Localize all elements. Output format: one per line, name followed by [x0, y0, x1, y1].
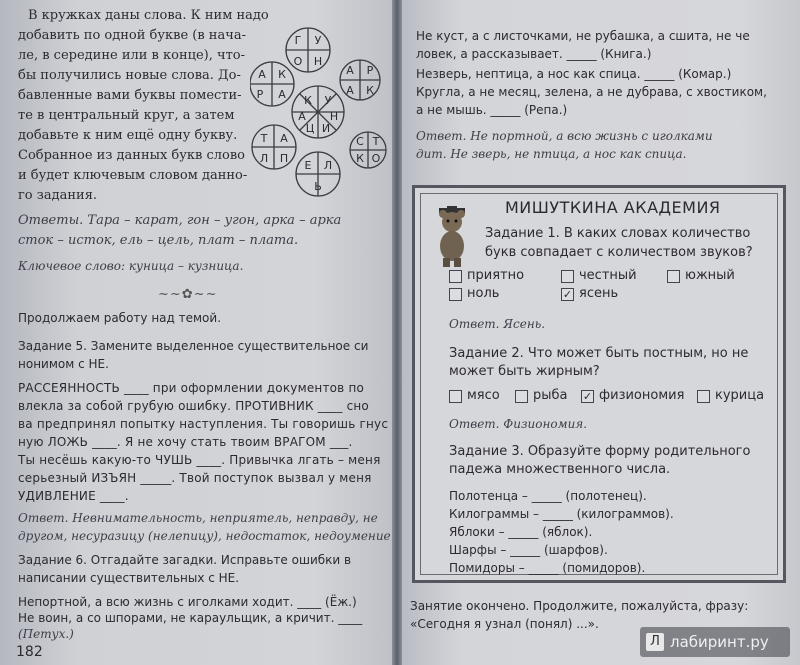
- task3-text: падежа множественного числа.: [449, 462, 671, 477]
- continue-line: Продолжаем работу над темой.: [18, 311, 222, 325]
- intro-line: и будет ключевым словом данно-: [18, 168, 248, 183]
- task2-text: Задание 2. Что может быть постным, но не: [449, 346, 749, 361]
- riddle-line: (Петух.): [18, 627, 74, 641]
- closing-line: Занятие окончено. Продолжите, пожалуйста, фразу:: [410, 599, 749, 613]
- closing-line: «Сегодня я узнал (понял) ...».: [410, 617, 599, 631]
- riddle-line: Не воин, а со шпорами, не караульщик, а кричит. ____: [18, 611, 363, 625]
- circle-letter: Р: [256, 88, 264, 101]
- labirint-watermark: [640, 627, 790, 657]
- right-page: [402, 0, 800, 665]
- answers-line: Ответы. Тара – карат, гон – угон, арка – арка: [18, 213, 342, 228]
- riddle-line: Незверь, нептица, а нос как спица. _____ (Комар.): [416, 67, 732, 81]
- option-label: приятно: [467, 268, 525, 283]
- task5-line: УДИВЛЕНИЕ ____.: [18, 489, 129, 503]
- task5-line: серьезный ИЗЪЯН _____. Твой поступок вызвал у меня: [18, 471, 372, 485]
- task5-line: ную ЛОЖЬ ____. Я не хочу стать твоим ВРАГОМ ___.: [18, 435, 353, 449]
- circle-letter: О: [371, 152, 381, 165]
- intro-line: В кружках даны слова. К ним надо: [28, 8, 269, 23]
- riddle-line: Не куст, а с листочками, не рубашка, а сшита, не че: [416, 29, 750, 43]
- circle-letter: У: [314, 34, 322, 47]
- ornament-divider: ~~✿~~: [158, 287, 218, 302]
- option-label: физиономия: [599, 388, 685, 403]
- checkbox-nol[interactable]: [449, 288, 462, 301]
- intro-line: добавьте к ним ещё одну букву.: [18, 128, 238, 143]
- checkbox-yasen[interactable]: ✓: [562, 288, 573, 301]
- intro-line: ле, в середине или в конце), что-: [18, 48, 245, 63]
- circle-letter: Н: [313, 55, 323, 68]
- labirint-logo-icon: Л: [646, 633, 664, 651]
- checkbox-kuritsa[interactable]: [697, 390, 710, 403]
- task3-item: Яблоки – _____ (яблок).: [449, 525, 593, 539]
- circle-letter: У: [324, 94, 332, 107]
- option-label: курица: [715, 388, 765, 403]
- option-label: рыба: [533, 388, 568, 403]
- left-page: [0, 0, 392, 665]
- circle-letter: А: [258, 68, 266, 81]
- task5-line: РАССЕЯННОСТЬ ____ при оформлении документов по: [18, 381, 365, 395]
- circle-letter: К: [366, 84, 374, 97]
- riddles-answer: дит. Не зверь, не птица, а нос как спица.: [416, 147, 687, 161]
- circle-letter: К: [304, 94, 312, 107]
- circle-letter: О: [293, 55, 303, 68]
- circle-letter: А: [278, 88, 286, 101]
- circle-letter: Ь: [314, 180, 322, 193]
- task3-item: Полотенца – _____ (полотенец).: [449, 489, 647, 503]
- riddle-line: а не мышь. _____ (Репа.): [416, 103, 568, 117]
- checkbox-fizionomiya[interactable]: ✓: [582, 390, 593, 403]
- circle-letter: П: [279, 152, 289, 165]
- riddle-line: Непортной, а всю жизнь с иголками ходит. ____ (Ёж.): [18, 595, 357, 609]
- circle-letter: А: [346, 64, 354, 77]
- keyword-line: Ключевое слово: куница – кузница.: [18, 259, 244, 273]
- circle-letter: А: [298, 110, 306, 123]
- answers-line: сток – исток, ель – цель, плат – плата.: [18, 233, 299, 248]
- task3-text: Задание 3. Образуйте форму родительного: [449, 444, 751, 459]
- task5-title: нонимом с НЕ.: [18, 357, 109, 371]
- task2-answer: Ответ. Физиономия.: [449, 417, 588, 431]
- circle-letter: Н: [329, 110, 339, 123]
- bear-mascot-icon: [429, 206, 475, 268]
- watermark-text: лабиринт.ру: [670, 633, 769, 651]
- circle-letter: Р: [366, 64, 374, 77]
- circle-letter: А: [346, 84, 354, 97]
- checkbox-chestny[interactable]: [561, 270, 574, 283]
- task3-item: Шарфы – _____ (шарфов).: [449, 543, 608, 557]
- option-label: ноль: [467, 286, 500, 301]
- circle-letter: Т: [372, 135, 380, 148]
- circle-letter: Е: [304, 159, 312, 172]
- checkbox-priyatno[interactable]: [449, 270, 462, 283]
- task5-title: Задание 5. Замените выделенное существительное си: [18, 339, 369, 353]
- academy-box: [412, 185, 786, 583]
- riddles-answer: Ответ. Не портной, а всю жизнь с иголками: [416, 129, 713, 143]
- checkbox-ryba[interactable]: [515, 390, 528, 403]
- task5-line: влекла за собой грубую ошибку. ПРОТИВНИК ____ сно: [18, 399, 369, 413]
- circle-letter: А: [280, 132, 288, 145]
- task5-line: Ты несёшь какую-то ЧУШЬ ____. Привычка лгать – меня: [18, 453, 381, 467]
- circle-letter: Г: [294, 34, 302, 47]
- intro-line: бы получились новые слова. До-: [18, 68, 241, 83]
- task6-title: Задание 6. Отгадайте загадки. Исправьте ошибки в: [18, 553, 352, 567]
- task6-title: написании существительных с НЕ.: [18, 571, 240, 585]
- circle-letter: Т: [260, 132, 268, 145]
- circle-letter: И: [321, 122, 331, 135]
- option-label: ясень: [579, 286, 619, 301]
- page-number: 182: [16, 644, 43, 660]
- task3-item: Килограммы – _____ (килограммов).: [449, 507, 674, 521]
- word-circles-figure: [250, 22, 390, 202]
- task5-line: ва предпринял попытку наступления. Ты говоришь гнус: [18, 417, 389, 431]
- circle-letter: Л: [259, 152, 269, 165]
- checkbox-myaso[interactable]: [449, 390, 462, 403]
- circle-letter: К: [278, 68, 286, 81]
- checkbox-yuzhny[interactable]: [667, 270, 680, 283]
- task5-answer: другом, несуразицу (нелепицу), недостаток, недоумение: [18, 529, 391, 543]
- intro-line: го задания.: [18, 188, 98, 203]
- task2-text: может быть жирным?: [449, 364, 600, 379]
- intro-line: добавить по одной букве (в нача-: [18, 28, 246, 43]
- riddle-line: ловек, а рассказывает. _____ (Книга.): [416, 47, 652, 61]
- option-label: честный: [579, 268, 637, 283]
- option-label: мясо: [467, 388, 500, 403]
- circle-letter: Ц: [305, 122, 315, 135]
- circle-letter: К: [356, 152, 364, 165]
- task1-text: букв совпадает с количеством звуков?: [485, 245, 753, 260]
- circle-letter: С: [356, 135, 364, 148]
- intro-line: те в центральный круг, а затем: [18, 108, 235, 123]
- task3-item: Помидоры – _____ (помидоров).: [449, 561, 646, 575]
- riddle-line: Кругла, а не месяц, зелена, а не дубрава, с хвостиком,: [416, 85, 767, 99]
- option-label: южный: [685, 268, 735, 283]
- task1-text: Задание 1. В каких словах количество: [485, 226, 751, 241]
- academy-title: МИШУТКИНА АКАДЕМИЯ: [505, 198, 721, 217]
- book-spine: [392, 0, 402, 665]
- circle-letter: Л: [323, 159, 333, 172]
- task5-answer: Ответ. Невнимательность, неприятель, неправду, не: [18, 511, 378, 525]
- task1-answer: Ответ. Ясень.: [449, 317, 546, 331]
- intro-line: Собранное из данных букв слово: [18, 148, 245, 163]
- intro-line: бавленные вами буквы помести-: [18, 88, 242, 103]
